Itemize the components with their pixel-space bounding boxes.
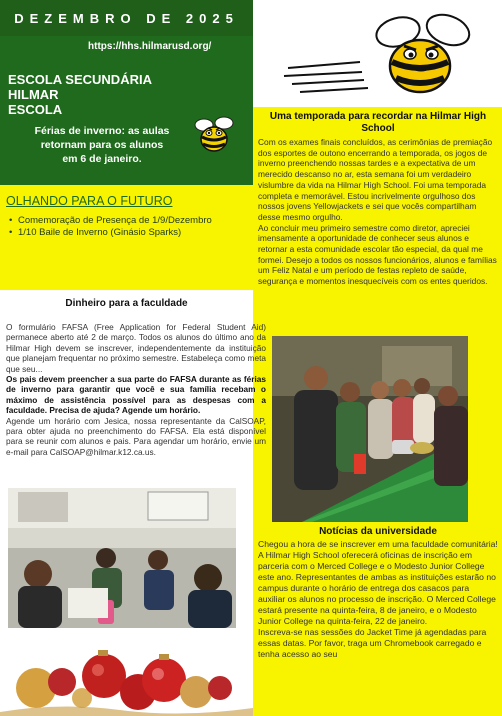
students-photo	[272, 336, 468, 522]
paragraph: Com os exames finais concluídos, as cerimônias de premiação dos esportes de outono encerrando a temporada, os jogos de inverno preenchendo nossas tardes e a expectativa de um merecido descanso no ar, esta semana foi um verdadeiro vislumbre da vida na Hilmar High School. Foi uma temporada completa e memorável. Estou incrivelmente orgulhoso dos nossos jovens Yellowjackets e sei que vocês compartilham desse mesmo orgulho.	[258, 137, 493, 222]
news-body	[258, 539, 498, 660]
school-name-line: ESCOLA SECUNDÁRIA	[8, 72, 152, 87]
school-name-line: ESCOLA	[8, 102, 63, 117]
money-heading: Dinheiro para a faculdade	[65, 298, 188, 309]
school-name	[8, 72, 168, 117]
paragraph-emphasis: Os pais devem preencher a sua parte do FAFSA durante as férias de inverno para garantir que você e sua família recebam o máximo de assistência possível para as despesas com a faculdade. Precisa de ajuda? Agende um horário.	[6, 374, 266, 416]
paragraph: Inscreva-se nas sessões do Jacket Time já agendadas para essas datas. Por favor, traga um Chromebook carregado e tenha acesso ao seu	[258, 627, 487, 659]
season-heading: Uma temporada para recordar na Hilmar High School	[269, 111, 487, 134]
paragraph: Ao concluir meu primeiro semestre como diretor, apreciei imensamente a oportunidade de conhecer seus alunos e retornar a esta comunidade escolar tão especial, da qual me formei. Desejo a todos os nossos funcionários, alunos e famílias um Feliz Natal e um período de festas repleto de saúde, segurança e momentos inesquecíveis com os entes queridos.	[258, 222, 497, 287]
paragraph: Chegou a hora de se inscrever em uma faculdade comunitária! A Hilmar High School oferecerá oficinas de inscrição em parceria com o Merced College e o Modesto Junior College este ano. Representantes de ambas as instituições estarão no campus durante o horário de entrega dos casacos para auxiliar os alunos no processo de inscrição. O Merced College estará presente na quinta-feira, 8 de janeiro, e o Modesto Junior College na quinta-feira, 22 de janeiro.	[258, 539, 498, 626]
news-heading: Notícias da universidade	[319, 526, 437, 537]
school-url-link[interactable]: https://hhs.hilmarusd.org/	[88, 41, 212, 52]
school-name-line: HILMAR	[8, 87, 59, 102]
issue-date: DEZEMBRO DE 2025	[0, 0, 253, 36]
list-item: • 1/10 Baile de Inverno (Ginásio Sparks)	[18, 227, 258, 239]
list-item: • Comemoração de Presença de 1/9/Dezembro	[18, 215, 258, 227]
classroom-photo	[8, 488, 236, 628]
mascot-bee-large-icon	[280, 10, 480, 100]
money-body	[6, 322, 266, 457]
future-heading: OLHANDO PARA O FUTURO	[6, 194, 173, 208]
paragraph: O formulário FAFSA (Free Application for Federal Student Aid) permanece aberto até 2 de março. Todos os alunos do último ano da Hilmar High devem se inscrever, independentemente da instituição que planejam frequentar no próximo semestre. Estabeleça como meta que seu...	[6, 322, 266, 374]
ornaments-photo	[0, 632, 253, 716]
winter-break-note: Férias de inverno: as aulas retornam para os alunos em 6 de janeiro.	[34, 125, 170, 165]
paragraph: Agende um horário com Jesica, nossa representante da CalSOAP, para obter ajuda no preenchimento do FAFSA. Ela está disponível para se reunir com alunos e pais. Para agendar um horário, envie um e-mail para CalSOAP@hilmar.k12.ca.us.	[6, 415, 266, 457]
future-list	[8, 215, 258, 239]
season-body	[258, 137, 498, 287]
mascot-bee-small-icon	[190, 113, 238, 157]
